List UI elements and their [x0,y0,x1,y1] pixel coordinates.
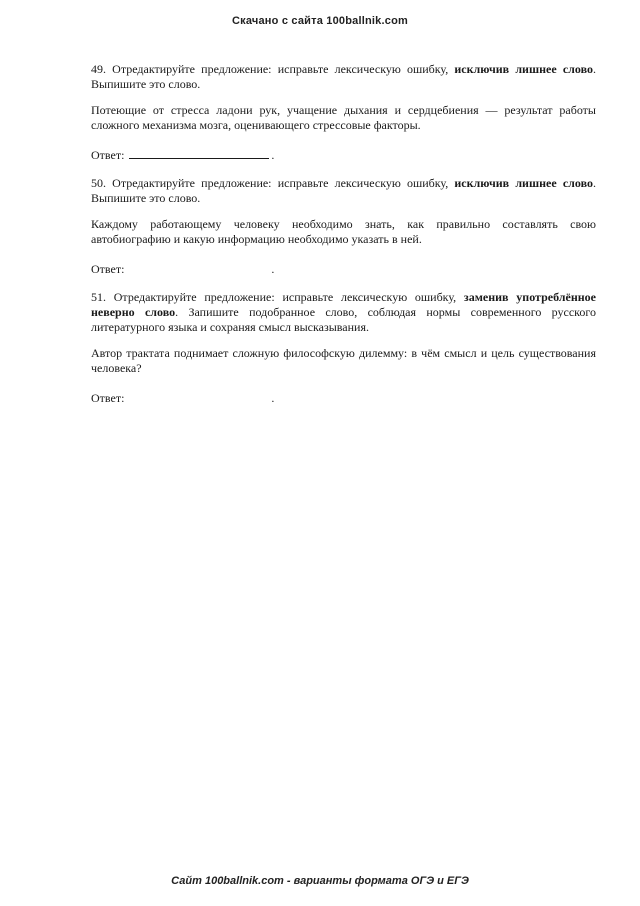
answer-blank-line[interactable] [129,146,269,159]
instruction-text-end: . Выпишите это слово. [91,62,596,91]
instruction-emphasis: заменив употреблённое неверно слово [91,290,597,319]
answer-blank-line[interactable] [129,389,269,402]
task-51-instruction [91,290,596,335]
document-body [91,62,596,406]
answer-label: Ответ: [91,148,125,162]
task-51-answer [91,389,596,406]
task-51-sentence: Автор трактата поднимает сложную философскую дилемму: в чём смысл и цель существования человека? [91,346,596,375]
page-header: Скачано с сайта 100ballnik.com [232,15,408,27]
instruction-emphasis: исключив лишнее слово [454,62,593,76]
page-footer: Сайт 100ballnik.com - варианты формата ОГЭ и ЕГЭ [171,875,469,887]
answer-label: Ответ: [91,262,125,276]
task-49-answer [91,146,596,163]
instruction-emphasis: исключив лишнее слово [454,176,593,190]
task-49-sentence: Потеющие от стресса ладони рук, учащение дыхания и сердцебиения — результат работы сложного механизма мозга, оценивающего стрессовые факторы. [91,103,596,132]
task-50-answer [91,260,596,277]
task-number: 49. [91,62,106,76]
task-50-sentence: Каждому работающему человеку необходимо знать, как правильно составлять свою автобиографию и какую информацию необходимо указать в ней. [91,217,596,246]
task-49-instruction [91,62,596,92]
instruction-text-end: . Запишите подобранное слово, соблюдая нормы современного русского литературного языка и сохраняя смысл высказывания. [91,305,596,334]
task-number: 51. [91,290,106,304]
answer-period: . [271,148,275,162]
answer-period: . [271,391,275,405]
instruction-text-end: . Выпишите это слово. [91,176,596,205]
answer-label: Ответ: [91,391,125,405]
instruction-text: Отредактируйте предложение: исправьте лексическую ошибку, [106,62,455,76]
answer-period: . [271,262,275,276]
instruction-text: Отредактируйте предложение: исправьте лексическую ошибку, [106,290,464,304]
task-50-instruction [91,176,596,206]
task-number: 50. [91,176,106,190]
instruction-text: Отредактируйте предложение: исправьте лексическую ошибку, [106,176,455,190]
answer-blank-line[interactable] [129,260,269,273]
